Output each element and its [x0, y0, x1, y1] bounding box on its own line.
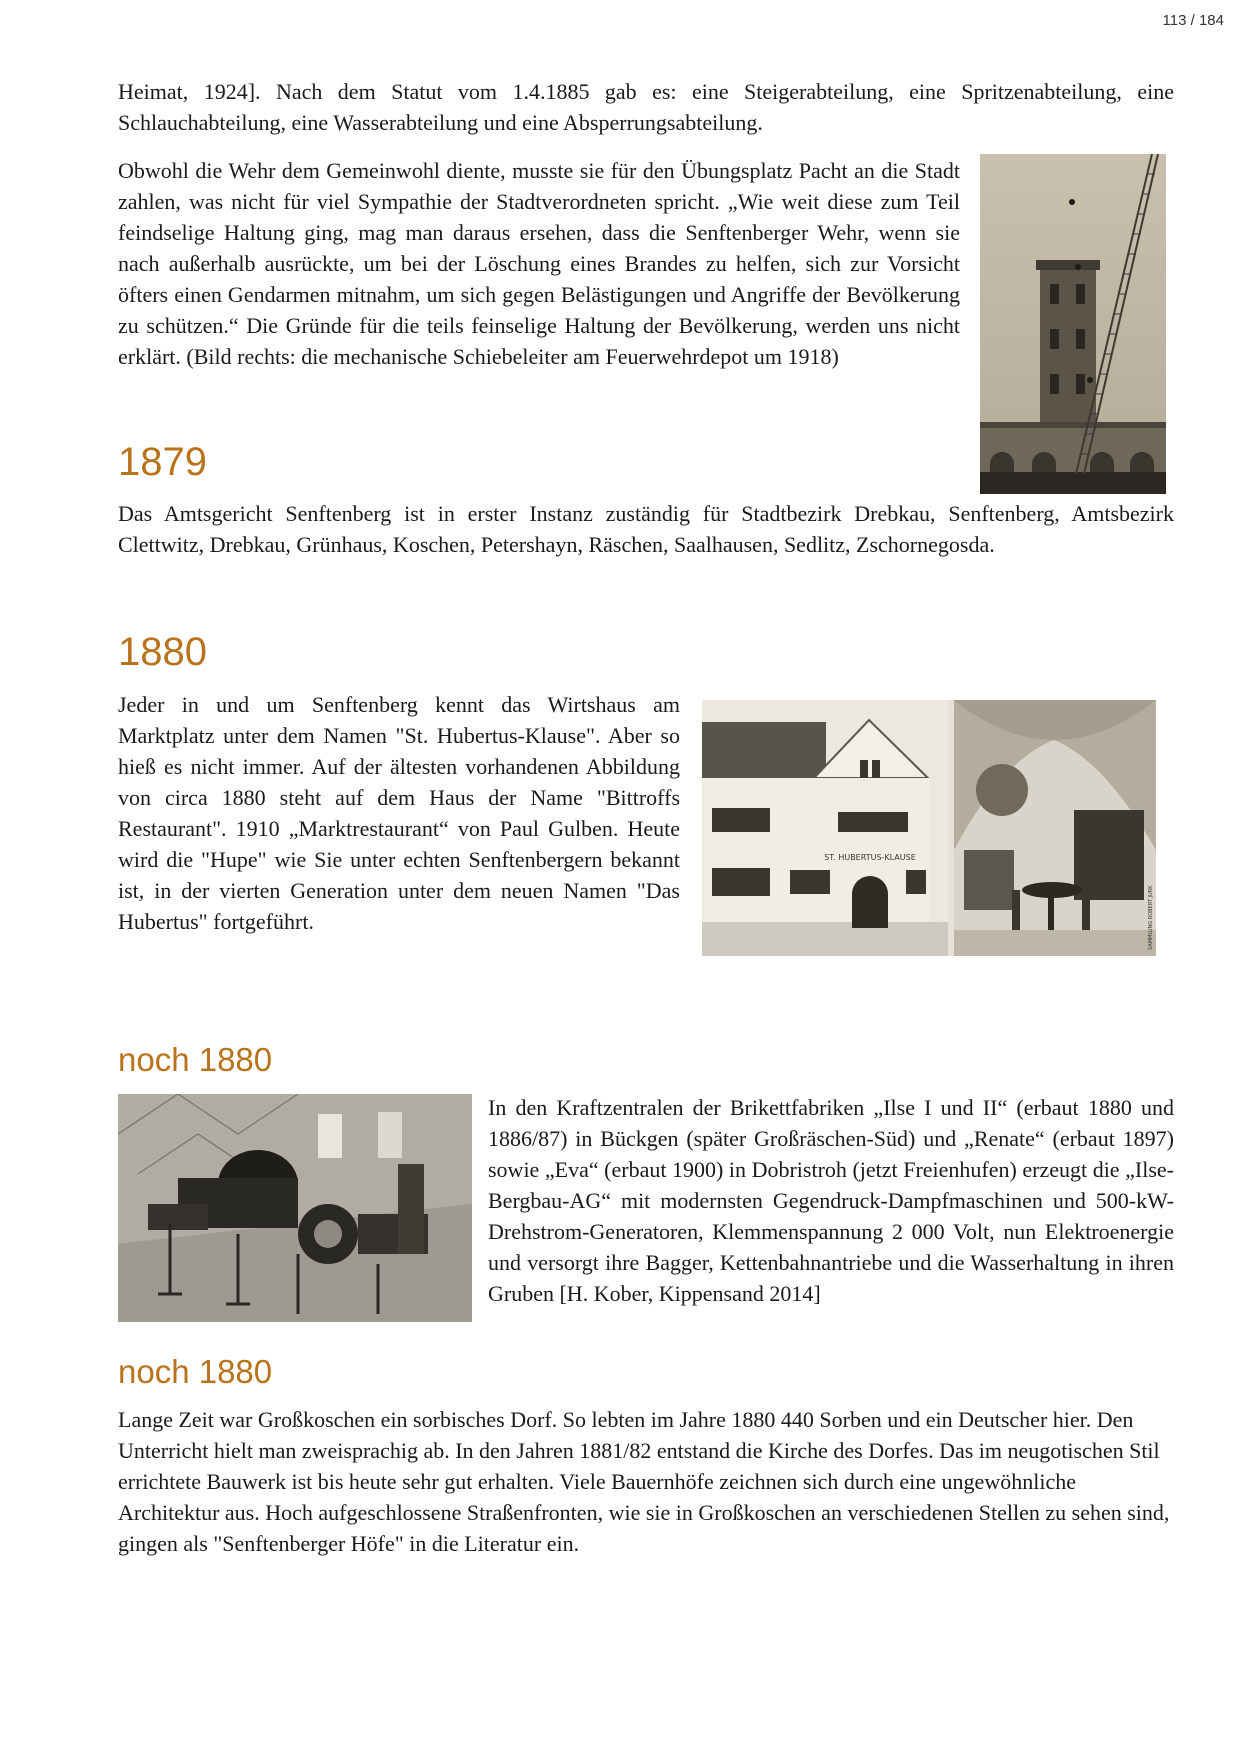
- hubertus-klause-photo: [702, 700, 1156, 956]
- heading-noch-1880-second: noch 1880: [118, 1353, 273, 1390]
- wehr-paragraph: Obwohl die Wehr dem Gemeinwohl diente, musste sie für den Übungsplatz Pacht an die Stadt zahlen, was nicht für viel Sympathie der Stadtverordneten spricht. „Wie weit diese zum Teil feindselige Haltung ging, mag man daraus ersehen, dass die Senftenberger Wehr, wenn sie nach außerhalb ausrückte, um bei der Löschung eines Brandes zu helfen, sich zur Vorsicht öfters einen Gendarmen mitnahm, um sich gegen Belästigungen und Angriffe der Bevölkerung zu schützen.“ Die Gründe für die teils feinselige Haltung der Bevölkerung, werden uns nicht erklärt. (Bild rechts: die mechanische Schiebeleiter am Feuerwehrdepot um 1918): [118, 158, 960, 369]
- fire-tower-photo: [980, 154, 1166, 494]
- paragraph-noch-1880-first: In den Kraftzentralen der Brikettfabriken „Ilse I und II“ (erbaut 1880 und 1886/87) in Bückgen (später Großräschen-Süd) und „Renate“ (erbaut 1897) sowie „Eva“ (erbaut 1900) in Dobristroh (jetzt Freienhufen) erzeugt die „Ilse-Bergbau-AG“ mit modernsten Gegendruck-Dampfmaschinen und 500-kW-Drehstrom-Generatoren, Klemmenspannung 2 000 Volt, nun Elektroenergie und versorgt ihre Bagger, Kettenbahnantriebe und die Wasserhaltung in ihren Gruben [H. Kober, Kippensand 2014]: [488, 1095, 1174, 1306]
- paragraph-1879: Das Amtsgericht Senftenberg ist in erster Instanz zuständig für Stadtbezirk Drebkau, Senftenberg, Amtsbezirk Clettwitz, Drebkau, Grünhaus, Koschen, Petershayn, Räschen, Saalhausen, Sedlitz, Zschornegosda.: [118, 501, 1174, 557]
- heading-1879: 1879: [118, 440, 207, 484]
- paragraph-1880: Jeder in und um Senftenberg kennt das Wirtshaus am Marktplatz unter dem Namen "St. Hubertus-Klause". Aber so hieß es nicht immer. Auf der ältesten vorhandenen Abbildung von circa 1880 steht auf dem Haus der Name "Bittroffs Restaurant". 1910 „Marktrestaurant“ von Paul Gulben. Heute wird die "Hupe" wie Sie unter echten Senftenbergern bekannt ist, in der vierten Generation unter dem neuen Namen "Das Hubertus" fortgeführt.: [118, 692, 680, 934]
- photo-sign-text: ST. HUBERTUS-KLAUSE: [824, 853, 916, 862]
- paragraph-noch-1880-second: Lange Zeit war Großkoschen ein sorbisches Dorf. So lebten im Jahre 1880 440 Sorben und ein Deutscher hier. Den Unterricht hielt man zweisprachig ab. In den Jahren 1881/82 entstand die Kirche des Dorfes. Das im neugotischen Stil errichtete Bauwerk ist bis heute sehr gut erhalten. Viele Bauernhöfe zeichnen sich durch eine ungewöhnliche Architektur aus. Hoch aufgeschlossene Straßenfronten, wie sie in Großkoschen an verschiedenen Stellen zu sehen sind, gingen als "Senftenberger Höfe" in die Literatur ein.: [118, 1407, 1170, 1556]
- intro-paragraph: Heimat, 1924]. Nach dem Statut vom 1.4.1885 gab es: eine Steigerabteilung, eine Spritzenabteilung, eine Schlauchabteilung, eine Wasserabteilung und eine Absperrungsabteilung.: [118, 79, 1174, 135]
- photo-credit-text: SAMMLUNG ROBERT JURK: [1148, 885, 1154, 950]
- page-number: 113 / 184: [1162, 12, 1224, 29]
- power-station-photo: [118, 1094, 472, 1322]
- heading-noch-1880-first: noch 1880: [118, 1041, 273, 1078]
- heading-1880: 1880: [118, 630, 207, 674]
